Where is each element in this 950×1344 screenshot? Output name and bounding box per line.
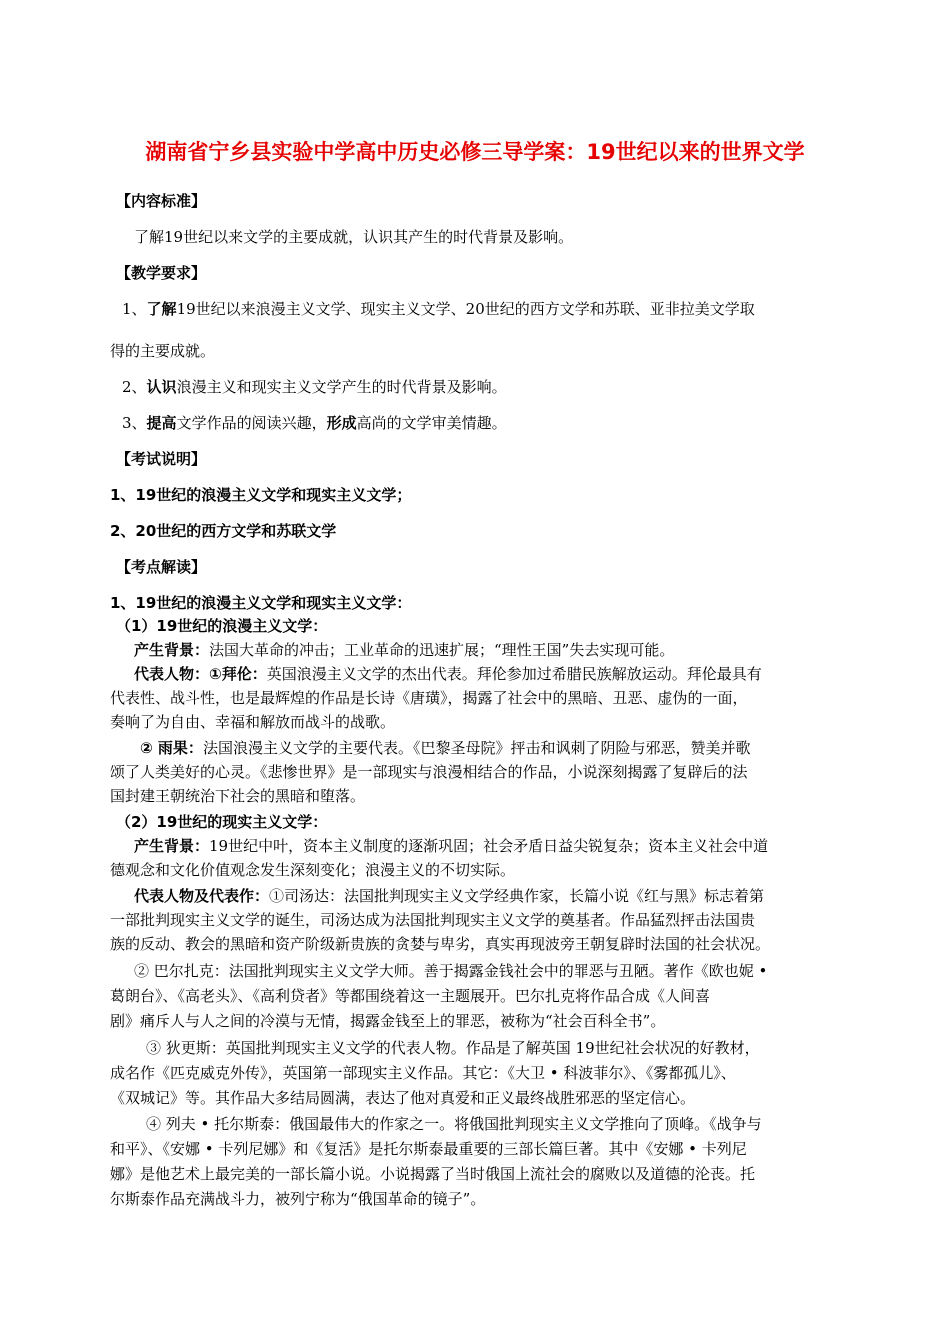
requirement-keyword: 提高 [146, 414, 177, 432]
tolstoy-line-4: 尔斯泰作品充满战斗力，被列宁称为“俄国革命的镜子”。 [110, 1190, 486, 1208]
stendhal-line-3: 族的反动、教会的黑暗和资产阶级新贵族的贪婪与卑劣，真实再现波旁王朝复辟时法国的社会状况。 [110, 935, 771, 953]
realist-background-1 [134, 835, 768, 857]
requirement-keyword: 认识 [146, 378, 177, 396]
label: 代表人物及代表作： [134, 887, 270, 905]
stendhal-line-1 [134, 885, 764, 907]
requirement-text: 文学作品的阅读兴趣， [176, 414, 327, 432]
exam-note-2: 2、20世纪的西方文学和苏联文学 [110, 522, 337, 540]
byron-line-1 [134, 663, 762, 685]
text: 19世纪中叶，资本主义制度的逐渐巩固；社会矛盾日益尖锐复杂；资本主义社会中道 [209, 837, 769, 855]
heading-key-points: 【考点解读】 [116, 558, 207, 576]
label: 产生背景： [134, 641, 210, 659]
label: 代表人物：①拜伦： [134, 665, 267, 683]
hugo-line-2: 颂了人类美好的心灵。《悲惨世界》是一部现实与浪漫相结合的作品，小说深刻揭露了复辟后的法 [110, 763, 748, 781]
requirement-item-1 [122, 298, 755, 320]
requirement-num: 1、 [122, 300, 147, 318]
hugo-line-1 [140, 737, 750, 759]
byron-line-3: 奏响了为自由、幸福和解放而战斗的战歌。 [110, 713, 396, 731]
tolstoy-line-1: ④ 列夫 • 托尔斯泰：俄国最伟大的作家之一。将俄国批判现实主义文学推向了顶峰。《战争与 [146, 1115, 762, 1133]
requirement-keyword: 形成 [326, 414, 357, 432]
key-point-sub1: 1、19世纪的浪漫主义文学和现实主义文学： [110, 594, 412, 612]
requirement-item-3 [122, 412, 507, 434]
heading-content-standard: 【内容标准】 [116, 192, 207, 210]
stendhal-line-2: 一部批判现实主义文学的诞生，司汤达成为法国批判现实主义文学的奠基者。作品猛烈抨击法国贵 [110, 911, 756, 929]
tolstoy-line-3: 娜》是他艺术上最完美的一部长篇小说。小说揭露了当时俄国上流社会的腐败以及道德的沦丧。托 [110, 1165, 756, 1183]
byron-line-2: 代表性、战斗性，也是最辉煌的作品是长诗《唐璜》，揭露了社会中的黑暗、丑恶、虚伪的一面， [110, 689, 748, 707]
text: 英国浪漫主义文学的杰出代表。拜伦参加过希腊民族解放运动。拜伦最具有 [266, 665, 762, 683]
balzac-line-1: ② 巴尔扎克：法国批判现实主义文学大师。善于揭露金钱社会中的罪恶与丑陋。著作《欧也妮 • [134, 962, 768, 980]
romantic-background [134, 639, 674, 661]
text: 法国大革命的冲击；工业革命的迅速扩展；“理性王国”失去实现可能。 [209, 641, 675, 659]
text: ①司汤达：法国批判现实主义文学经典作家，长篇小说《红与黑》标志着第 [269, 887, 765, 905]
requirement-keyword: 了解 [146, 300, 177, 318]
tolstoy-line-2: 和平》、《安娜 • 卡列尼娜》和《复活》是托尔斯泰最重要的三部长篇巨著。其中《安娜 • 卡列尼 [110, 1140, 747, 1158]
requirement-num: 3、 [122, 414, 147, 432]
requirement-item-2 [122, 376, 507, 398]
requirement-num: 2、 [122, 378, 147, 396]
exam-note-1: 1、19世纪的浪漫主义文学和现实主义文学； [110, 486, 412, 504]
requirement-item-1-cont: 得的主要成就。 [110, 342, 216, 360]
content-standard-text: 了解19世纪以来文学的主要成就，认识其产生的时代背景及影响。 [134, 228, 574, 246]
realist-background-2: 德观念和文化价值观念发生深刻变化；浪漫主义的不切实际。 [110, 861, 516, 879]
requirement-text: 高尚的文学审美情趣。 [356, 414, 507, 432]
label: 产生背景： [134, 837, 210, 855]
realist-heading: （2）19世纪的现实主义文学： [116, 813, 328, 831]
balzac-line-3: 剧》痛斥人与人之间的冷漠与无情，揭露金钱至上的罪恶，被称为“社会百科全书”。 [110, 1012, 666, 1030]
dickens-line-2: 成名作《匹克威克外传》，英国第一部现实主义作品。其它：《大卫 • 科波菲尔》、《雾都孤儿》、 [110, 1064, 736, 1082]
balzac-line-2: 葛朗台》、《高老头》、《高利贷者》等都围绕着这一主题展开。巴尔扎克将作品合成《人间喜 [110, 987, 711, 1005]
requirement-text: 浪漫主义和现实主义文学产生的时代背景及影响。 [176, 378, 507, 396]
heading-exam-notes: 【考试说明】 [116, 450, 207, 468]
romantic-heading: （1）19世纪的浪漫主义文学： [116, 617, 328, 635]
dickens-line-3: 《双城记》等。其作品大多结局圆满，表达了他对真爱和正义最终战胜邪恶的坚定信心。 [110, 1089, 696, 1107]
requirement-text: 19世纪以来浪漫主义文学、现实主义文学、20世纪的西方文学和苏联、亚非拉美文学取 [176, 300, 755, 318]
hugo-line-3: 国封建王朝统治下社会的黑暗和堕落。 [110, 787, 366, 805]
text: 法国浪漫主义文学的主要代表。《巴黎圣母院》抨击和讽刺了阴险与邪恶，赞美并歌 [202, 739, 751, 757]
document-title: 湖南省宁乡县实验中学高中历史必修三导学案：19世纪以来的世界文学 [145, 140, 805, 164]
label: ② 雨果： [140, 739, 203, 757]
heading-teaching-requirements: 【教学要求】 [116, 264, 207, 282]
dickens-line-1: ③ 狄更斯：英国批判现实主义文学的代表人物。作品是了解英国 19世纪社会状况的好教材， [146, 1039, 760, 1057]
